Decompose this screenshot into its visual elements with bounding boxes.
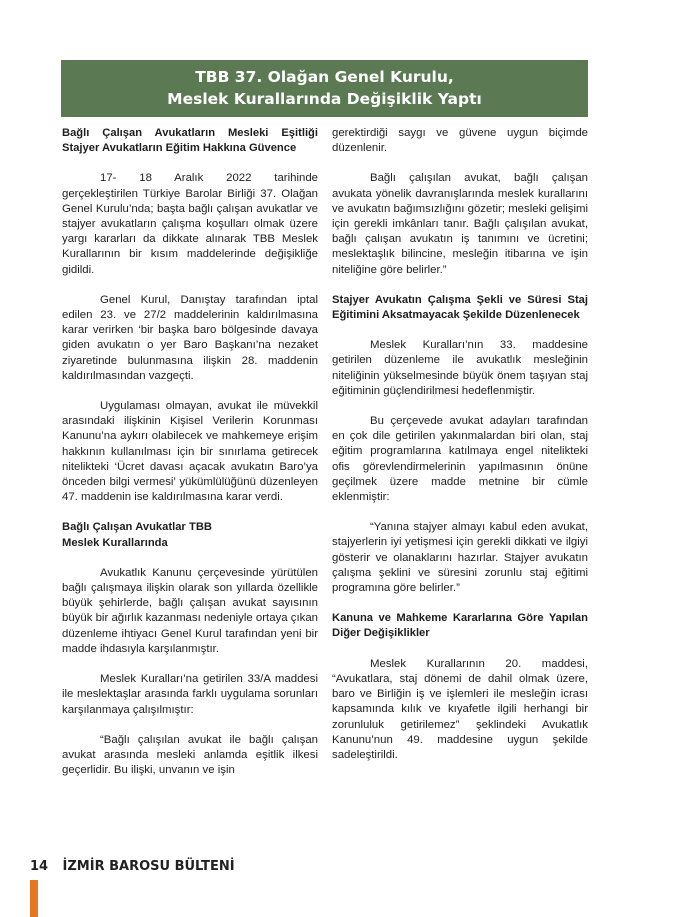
publication-name: İZMİR BAROSU BÜLTENİ: [62, 859, 235, 874]
section-heading: Stajyer Avukatın Çalışma Şekli ve Süresi Staj Eğitimini Aksatmayacak Şekilde Düzenlenecek: [332, 293, 588, 322]
paragraph-continued: gerektirdiği saygı ve güvene uygun biçimde düzenlenir.: [332, 127, 588, 155]
page-footer: [30, 859, 235, 874]
paragraph: Genel Kurul, Danıştay tarafından iptal edilen 23. ve 27/2 maddelerinin kaldırılmasına karar verirken ‘bir başka baro bölgesinde davaya giden avukatın o yer Baro Başkanı’na nezaket ziyaretinde bulunmasına ilişkin 28. maddenin kaldırılmasından vazgeçti.: [62, 293, 318, 382]
section-heading: Bağlı Çalışan Avukatların Mesleki Eşitliği Stajyer Avukatların Eğitim Hakkına Güvence: [62, 127, 318, 155]
paragraph: Avukatlık Kanunu çerçevesinde yürütülen bağlı çalışmaya ilişkin olarak son yıllarda özellikle büyük şehirlerde, bağlı çalışan avukat sayısının büyük bir ağırlık kazanması nedeniyle ortaya çıkan düzenleme ihtiyacı Genel Kurul tarafından yeni bir madde ihdasıyla karşılanmıştır.: [62, 566, 318, 655]
article-title-line-2: Meslek Kurallarında Değişiklik Yaptı: [167, 90, 482, 108]
right-column: [332, 126, 588, 778]
article-title-line-1: TBB 37. Olağan Genel Kurulu,: [195, 68, 454, 86]
paragraph: Bağlı çalışılan avukat, bağlı çalışan avukata yönelik davranışlarında meslek kurallarını ve avukatın bağımsızlığını gözetir; mesleki gelişimi için gerekli imkânları tanır. Bağlı çalışılan avukat, bağlı çalışan avukatın iş tanımını ve ücretini; meslektaşlık bilincine, mesleğin itibarına ve işin niteliğine göre belirler.”: [332, 172, 588, 276]
paragraph: “Bağlı çalışılan avukat ile bağlı çalışan avukat arasında mesleki anlamda eşitlik ilkesi geçerlidir. Bu ilişki, unvanın ve işin: [62, 733, 318, 777]
article-title-banner: [61, 60, 588, 117]
paragraph: Bu çerçevede avukat adayları tarafından en çok dile getirilen yakınmalardan biri olan, staj eğitim programlarına katılmaya engel nitelikteki ofis görevlendirmelerinin yapılmasının önüne geçilmek üzere madde metnine bir cümle eklenmiştir:: [332, 415, 588, 504]
quote-paragraph: “Yanına stajyer almayı kabul eden avukat, stajyerlerin iyi yetişmesi için gerekli dikkati ve ilgiyi gösterir ve olanaklarını hazırlar. Stajyer avukatın çalışma şeklini ve süresini zorunlu staj eğitimi programına göre belirler.”: [332, 521, 588, 595]
paragraph: Uygulaması olmayan, avukat ile müvekkil arasındaki ilişkinin Kişisel Verilerin Korunması Kanunu’na aykırı olabilecek ve mahkemeye erişim hakkının kullanılması için bir sınırlama getirecek nitelikteki ‘Ücret davası açacak avukatın Baro’ya önceden bilgi vermesi’ yükümlülüğünü düzenleyen 47. maddenin ise kaldırılmasına karar verdi.: [62, 400, 318, 504]
paragraph: Meslek Kuralları’nın 33. maddesine getirilen düzenleme ile avukatlık mesleğinin niteliğinin yükselmesinde büyük önem taşıyan staj eğitiminin güçlendirilmesi hedeflenmiştir.: [332, 339, 588, 397]
footer-accent-bar: [30, 880, 38, 917]
paragraph: 17- 18 Aralık 2022 tarihinde gerçekleştirilen Türkiye Barolar Birliği 37. Olağan Genel Kurulu’nda; başta bağlı çalışan avukatlar ve stajyer avukatların çalışma koşulları olmak üzere yargı kararları da dikkate alınarak TBB Meslek Kurallarının bir kısım maddelerinde değişikliğe gidildi.: [62, 172, 318, 276]
paragraph: Meslek Kuralları’na getirilen 33/A maddesi ile meslektaşlar arasında farklı uygulama sorunları karşılanmaya çalışılmıştır:: [62, 673, 318, 716]
section-heading: Kanuna ve Mahkeme Kararlarına Göre Yapılan Diğer Değişiklikler: [332, 612, 588, 640]
paragraph: Meslek Kurallarının 20. maddesi, “Avukatlara, staj dönemi de dahil olmak üzere, baro ve Birliğin iş ve işlemleri ile mesleğin icrası kapsamında kılık ve kıyafetle ilgili herhangi bir zorunluluk getirilemez” şeklindeki Avukatlık Kanunu’nun 49. maddesine uygun şekilde sadeleştirildi.: [332, 657, 588, 761]
section-heading: Bağlı Çalışan Avukatlar TBB Meslek Kurallarında: [62, 521, 212, 549]
left-column: [62, 126, 318, 793]
page-number: 14: [30, 859, 49, 874]
